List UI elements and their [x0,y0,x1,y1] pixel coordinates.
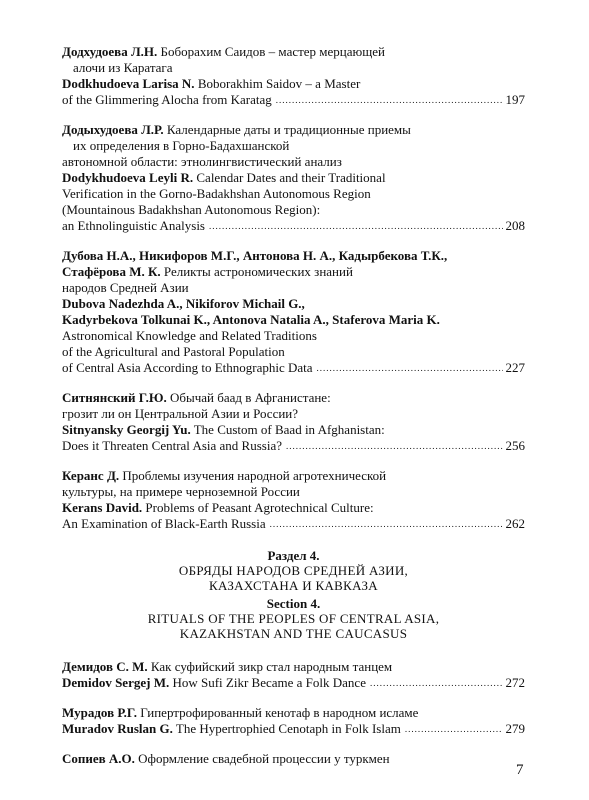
ru-author: Демидов С. М. [62,659,148,674]
toc-entry-muradov [62,705,525,737]
en-authors-line: Kadyrbekova Tolkunai K., Antonova Natalia A., Staferova Maria K. [62,312,440,327]
section-label-ru: Раздел 4. [267,548,320,563]
section-label-en: Section 4. [266,596,321,611]
page-folio: 7 [516,762,524,778]
ru-author: Додхудоева Л.Н. [62,44,158,59]
ru-author: Керанс Д. [62,468,120,483]
leader-dots [286,438,503,454]
page-number: 279 [505,721,525,736]
en-title-line: How Sufi Zikr Became a Folk Dance [172,675,366,690]
page-number: 262 [505,516,525,531]
ru-title-line: Как суфийский зикр стал народным танцем [150,659,393,674]
ru-title-line: грозит ли он Центральной Азии и России? [62,406,299,421]
section-title-ru: КАЗАХСТАНА И КАВКАЗА [209,578,378,593]
page-number: 197 [505,92,525,107]
en-author: Kerans David. [62,500,143,515]
ru-authors-line: Стафёрова М. К. [62,264,161,279]
en-author: Dodykhudoeva Leyli R. [62,170,194,185]
en-author: Muradov Ruslan G. [62,721,173,736]
toc-entry-dodkhudoeva [62,44,525,108]
ru-title-line: Проблемы изучения народной агротехнической [122,468,387,483]
en-title-line: (Mountainous Badakhshan Autonomous Region): [62,202,321,217]
ru-title-line: алочи из Каратага [73,60,173,75]
en-title-line: The Hypertrophied Cenotaph in Folk Islam [175,721,401,736]
ru-title-line: Реликты астрономических знаний [163,264,353,279]
toc-entry-dubova [62,248,525,376]
en-title-line: An Examination of Black-Earth Russia [62,516,266,531]
en-author: Sitnyansky Georgij Yu. [62,422,191,437]
en-author: Demidov Sergej M. [62,675,170,690]
en-title-line: an Ethnolinguistic Analysis [62,218,205,233]
page-number: 256 [505,438,525,453]
ru-author: Сопиев А.О. [62,751,135,766]
ru-author: Ситнянский Г.Ю. [62,390,167,405]
en-title-line: of the Glimmering Alocha from Karatag [62,92,272,107]
ru-title-line: Обычай баад в Афганистане: [169,390,331,405]
ru-title-line: автономной области: этнолингвистический анализ [62,154,342,169]
ru-authors-line: Дубова Н.А., Никифоров М.Г., Антонова Н. А., Кадырбекова Т.К., [62,248,448,263]
en-title-line: Boborakhim Saidov – a Master [197,76,361,91]
section-title-en: KAZAKHSTAN AND THE CAUCASUS [179,626,408,641]
page-number: 272 [505,675,525,690]
leader-dots [276,92,503,108]
ru-title-line: Календарные даты и традиционные приемы [166,122,411,137]
leader-dots [209,218,503,234]
toc-entry-sopiev [62,751,525,767]
toc-entry-dodykhudoeva [62,122,525,234]
en-title-line: of Central Asia According to Ethnographic Data [62,360,313,375]
en-title-line: Does it Threaten Central Asia and Russia? [62,438,282,453]
ru-author: Мурадов Р.Г. [62,705,137,720]
leader-dots [270,516,503,532]
ru-title-line: народов Средней Азии [62,280,189,295]
leader-dots [405,721,503,737]
section-title-en: RITUALS OF THE PEOPLES OF CENTRAL ASIA, [147,611,440,626]
ru-title-line: Гипертрофированный кенотаф в народном исламе [140,705,419,720]
en-title-line: Calendar Dates and their Traditional [196,170,386,185]
page-number: 208 [505,218,525,233]
page-number: 227 [505,360,525,375]
ru-author: Додыхудоева Л.Р. [62,122,164,137]
en-title-line: The Custom of Baad in Afghanistan: [193,422,385,437]
ru-title-line: Боборахим Саидов – мастер мерцающей [160,44,385,59]
en-author: Dodkhudoeva Larisa N. [62,76,195,91]
table-of-contents [62,44,525,767]
ru-title-line: их определения в Горно-Бадахшанской [73,138,290,153]
toc-entry-sitnyansky [62,390,525,454]
ru-title-line: Оформление свадебной процессии у туркмен [138,751,390,766]
en-authors-line: Dubova Nadezhda A., Nikiforov Michail G., [62,296,305,311]
toc-entry-kerans [62,468,525,532]
leader-dots [370,675,503,691]
en-title-line: of the Agricultural and Pastoral Population [62,344,285,359]
section-title-ru: ОБРЯДЫ НАРОДОВ СРЕДНЕЙ АЗИИ, [178,563,409,578]
en-title-line: Problems of Peasant Agrotechnical Culture: [145,500,374,515]
leader-dots [317,360,503,376]
en-title-line: Astronomical Knowledge and Related Traditions [62,328,317,343]
section-heading [62,548,525,641]
ru-title-line: культуры, на примере черноземной России [62,484,300,499]
toc-entry-demidov [62,659,525,691]
en-title-line: Verification in the Gorno-Badakhshan Autonomous Region [62,186,371,201]
